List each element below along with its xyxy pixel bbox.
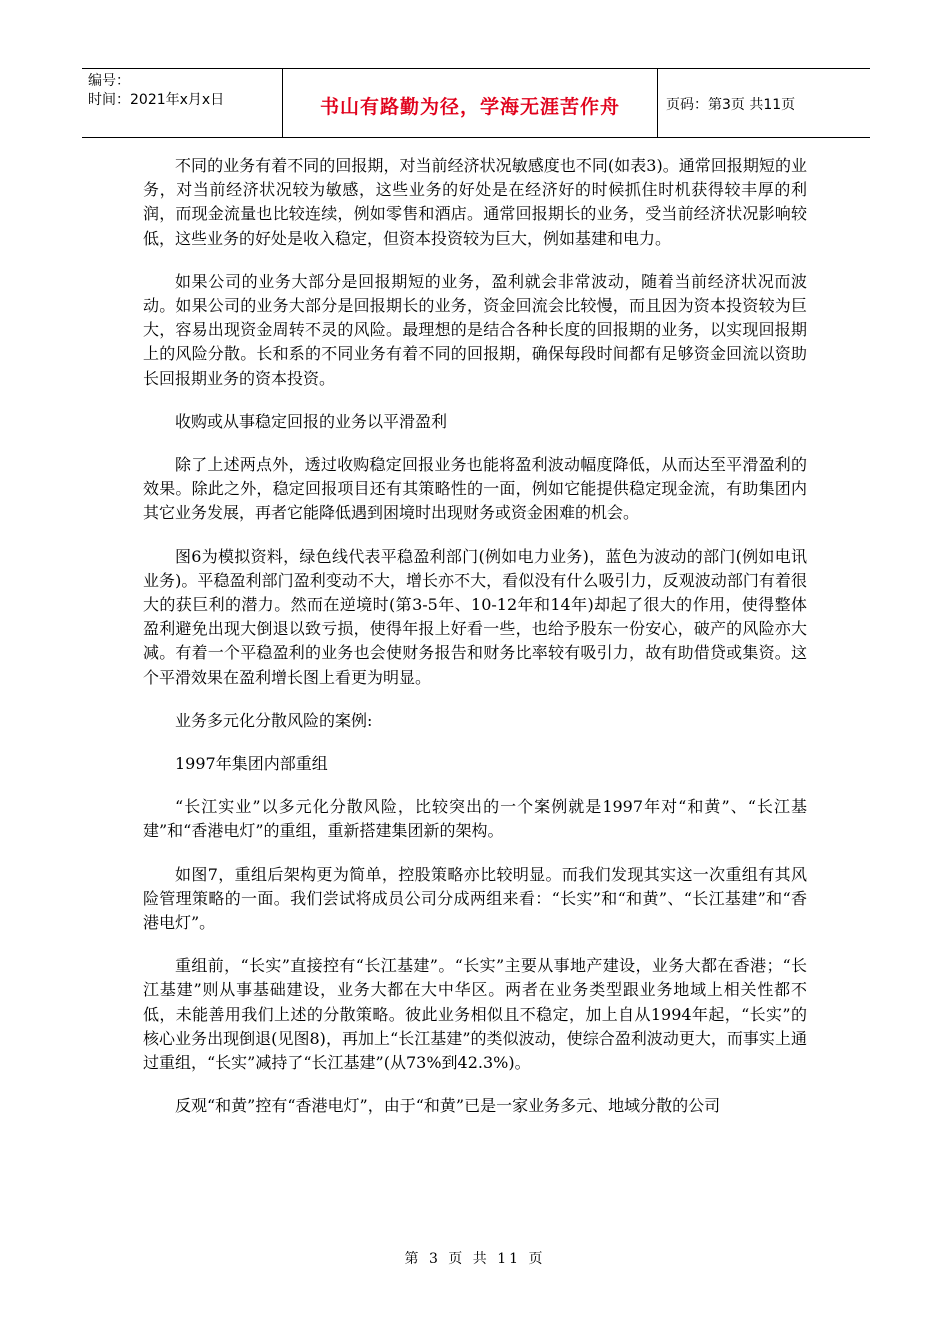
section-heading: 1997年集团内部重组 (175, 754, 328, 774)
page-header (82, 68, 870, 138)
paragraph: “长江实业”以多元化分散风险，比较突出的一个案例就是1997年对“和黄”、“长江基建”和“香港电灯”的重组，重新搭建集团新的架构。 (143, 797, 807, 841)
paragraph: 如果公司的业务大部分是回报期短的业务，盈利就会非常波动，随着当前经济状况而波动。如果公司的业务大部分是回报期长的业务，资金回流会比较慢，而且因为资本投资较为巨大，容易出现资金周转不灵的风险。最理想的是结合各种长度的回报期的业务，以实现回报期上的风险分散。长和系的不同业务有着不同的回报期，确保每段时间都有足够资金回流以资助长回报期业务的资本投资。 (143, 271, 807, 388)
paragraph: 不同的业务有着不同的回报期，对当前经济状况敏感度也不同(如表3)。通常回报期短的业务，对当前经济状况较为敏感，这些业务的好处是在经济好的时候抓住时机获得较丰厚的利润，而现金流量也比较连续，例如零售和酒店。通常回报期长的业务，受当前经济状况影响较低，这些业务的好处是收入稳定，但资本投资较为巨大，例如基建和电力。 (143, 156, 807, 248)
header-page-cell (662, 69, 870, 137)
paragraph: 除了上述两点外，透过收购稳定回报业务也能将盈利波动幅度降低，从而达至平滑盈利的效果。除此之外，稳定回报项目还有其策略性的一面，例如它能提供稳定现金流，有助集团内其它业务发展，再者它能降低遇到困境时出现财务或资金困难的机会。 (143, 455, 807, 523)
document-date-label: 时间：2021年x月x日 (88, 92, 225, 108)
header-motto: 书山有路勤为径，学海无涯苦作舟 (319, 96, 620, 118)
document-body (143, 154, 807, 1138)
document-number-label: 编号： (88, 73, 130, 89)
paragraph: 图6为模拟资料，绿色线代表平稳盈利部门(例如电力业务)，蓝色为波动的部门(例如电讯业务)。平稳盈利部门盈利变动不大，增长亦不大，看似没有什么吸引力，反观波动部门有着很大的获巨利的潜力。然而在逆境时(第3-5年、10-12年和14年)却起了很大的作用，使得整体盈利避免出现大倒退以致亏损，使得年报上好看一些，也给予股东一份安心，破产的风险亦大减。有着一个平稳盈利的业务也会使财务报告和财务比率较有吸引力，故有助借贷或集资。这个平滑效果在盈利增长图上看更为明显。 (143, 546, 807, 687)
paragraph: 反观“和黄”控有“香港电灯”，由于“和黄”已是一家业务多元、地域分散的公司 (175, 1096, 721, 1116)
paragraph: 重组前，“长实”直接控有“长江基建”。“长实”主要从事地产建设，业务大都在香港；“长江基建”则从事基础建设，业务大都在大中华区。两者在业务类型跟业务地域上相关性都不低，未能善用我们上述的分散策略。彼此业务相似且不稳定，加上自从1994年起，“长实”的核心业务出现倒退(见图8)，再加上“长江基建”的类似波动，使综合盈利波动更大，而事实上通过重组，“长实”减持了“长江基建”(从73%到42.3%)。 (143, 956, 807, 1073)
page-footer: 第 3 页 共 11 页 (404, 1251, 546, 1267)
section-heading: 业务多元化分散风险的案例: (175, 710, 373, 730)
header-motto-cell (283, 69, 658, 137)
section-heading: 收购或从事稳定回报的业务以平滑盈利 (175, 411, 448, 431)
header-meta (82, 69, 283, 137)
paragraph: 如图7，重组后架构更为简单，控股策略亦比较明显。而我们发现其实这一次重组有其风险管理策略的一面。我们尝试将成员公司分成两组来看：“长实”和“和黄”、“长江基建”和“香港电灯”。 (143, 864, 807, 933)
header-page-info: 页码：第3页 共11页 (666, 97, 796, 113)
